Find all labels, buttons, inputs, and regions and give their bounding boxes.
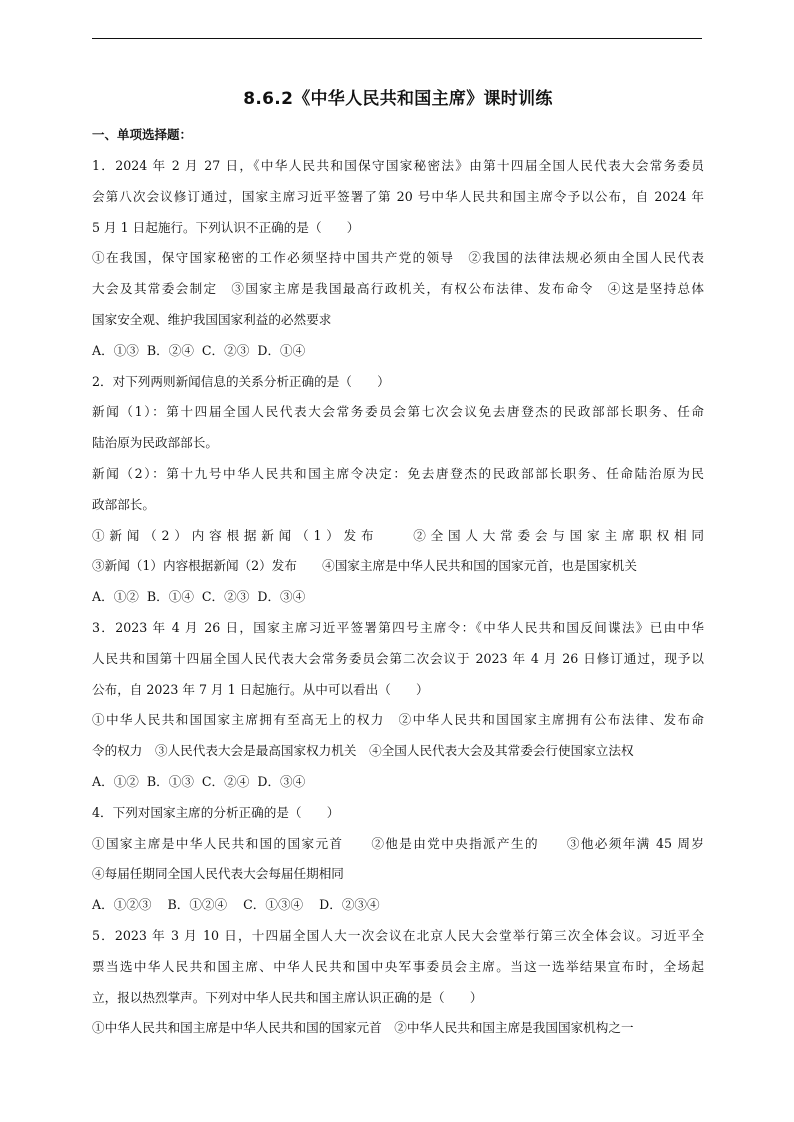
question-line: 3．2023 年 4 月 26 日，国家主席习近平签署第四号主席令：《中华人民共和国反间谍法》已由中华 xyxy=(92,619,704,635)
answer-options: A．①② B．①④ C．②③ D．③④ xyxy=(92,589,306,605)
question-line: 陆治原为民政部部长。 xyxy=(92,435,218,451)
question-line: 政部部长。 xyxy=(92,496,155,512)
question-line: ①国家主席是中华人民共和国的国家元首 ②他是由党中央指派产生的 ③他必须年满 45 周岁 xyxy=(92,835,704,851)
answer-options: A．①② B．①③ C．②④ D．③④ xyxy=(92,773,306,789)
question-2 xyxy=(92,367,704,613)
document-page xyxy=(92,84,704,1044)
question-line: ①新闻（2）内容根据新闻（1）发布 ②全国人大常委会与国家主席职权相同 xyxy=(92,527,704,543)
question-line: ③新闻（1）内容根据新闻（2）发布 ④国家主席是中华人民共和国的国家元首，也是国家机关 xyxy=(92,558,637,574)
question-line: 1．2024 年 2 月 27 日，《中华人民共和国保守国家秘密法》由第十四届全国人民代表大会常务委员 xyxy=(92,158,704,173)
question-list xyxy=(92,151,704,1044)
section-heading: 一、单项选择题： xyxy=(92,127,193,142)
question-line: 5 月 1 日起施行。下列认识不正确的是（ ） xyxy=(92,219,360,235)
question-line: 新闻（1）：第十四届全国人民代表大会常务委员会第七次会议免去唐登杰的民政部部长职务、任命 xyxy=(92,404,704,420)
page-title: 8.6.2《中华人民共和国主席》课时训练 xyxy=(243,89,553,109)
question-line: 票当选中华人民共和国主席、中华人民共和国中央军事委员会主席。当这一选举结果宣布时，全场起 xyxy=(92,958,704,974)
question-line: 令的权力 ③人民代表大会是最高国家权力机关 ④全国人民代表大会及其常委会行使国家立法权 xyxy=(92,743,634,759)
question-line: 国家安全观、维护我国国家利益的必然要求 xyxy=(92,311,332,327)
question-line: 立，报以热烈掌声。下列对中华人民共和国主席认识正确的是（ ） xyxy=(92,989,483,1005)
question-line: 新闻（2）：第十九号中华人民共和国主席令决定：免去唐登杰的民政部部长职务、任命陆治原为民 xyxy=(92,465,704,481)
question-5 xyxy=(92,921,704,1044)
question-line: 人民共和国第十四届全国人民代表大会常务委员会第二次会议于 2023 年 4 月 26 日修订通过，现予以 xyxy=(92,650,704,666)
answer-options: A．①③ B．②④ C．②③ D．①④ xyxy=(92,342,306,358)
question-line: ④每届任期同全国人民代表大会每届任期相同 xyxy=(92,866,344,882)
question-line: ①在我国，保守国家秘密的工作必须坚持中国共产党的领导 ②我国的法律法规必须由全国人民代表 xyxy=(92,250,704,266)
question-line: 5．2023 年 3 月 10 日，十四届全国人大一次会议在北京人民大会堂举行第三次全体会议。习近平全 xyxy=(92,927,704,943)
question-line: 4．下列对国家主席的分析正确的是（ ） xyxy=(92,804,340,820)
question-line: 大会及其常委会制定 ③国家主席是我国最高行政机关，有权公布法律、发布命令 ④这是坚持总体 xyxy=(92,281,704,297)
question-line: 2．对下列两则新闻信息的关系分析正确的是（ ） xyxy=(92,373,390,389)
question-line: 会第八次会议修订通过，国家主席习近平签署了第 20 号中华人民共和国主席令予以公布，自 2024 年 xyxy=(92,188,704,204)
question-line: 公布，自 2023 年 7 月 1 日起施行。从中可以看出（ ） xyxy=(92,681,429,697)
header-rule xyxy=(92,38,702,39)
answer-options: A．①②③ B．①②④ C．①③④ D．②③④ xyxy=(92,897,380,913)
question-1 xyxy=(92,151,704,367)
question-line: ①中华人民共和国国家主席拥有至高无上的权力 ②中华人民共和国国家主席拥有公布法律、发布命 xyxy=(92,712,704,728)
question-line: ①中华人民共和国主席是中华人民共和国的国家元首 ②中华人民共和国主席是我国国家机构之一 xyxy=(92,1020,634,1036)
question-4 xyxy=(92,798,704,921)
question-3 xyxy=(92,613,704,798)
